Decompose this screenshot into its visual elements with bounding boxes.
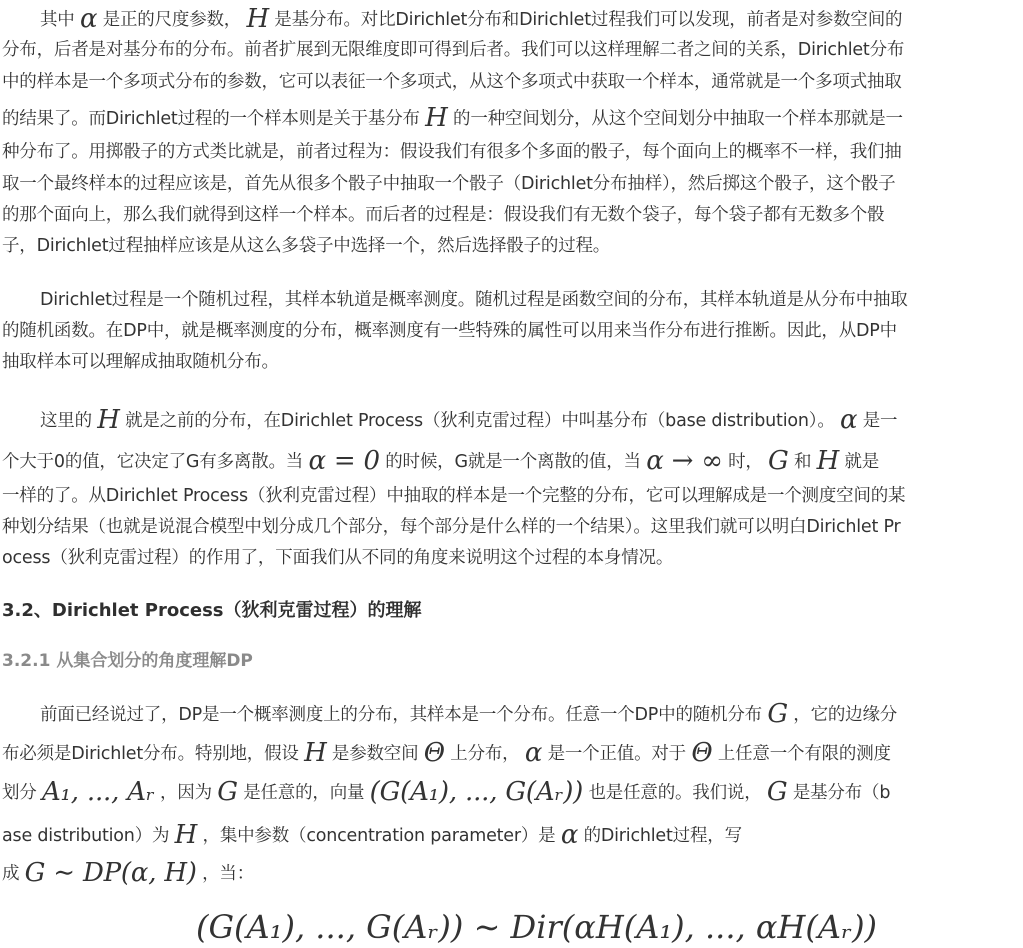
text-span: 前面已经说过了，DP是一个概率测度上的分布，其样本是一个分布。任意一个DP中的随机分布 [40, 705, 768, 725]
para1-line7: 的那个面向上，那么我们就得到这样一个样本。而后者的过程是：假设我们有无数个袋子，每个袋子都有无数多个骰 [2, 205, 885, 225]
para1-line2: 分布，后者是对基分布的分布。前者扩展到无限维度即可得到后者。我们可以这样理解二者之间的关系，Dirichlet分布 [2, 40, 905, 60]
para3-line4: 种划分结果（也就是说混合模型中划分成几个部分，每个部分是什么样的一个结果）。这里我们就可以明白Dirichlet Pr [2, 517, 901, 537]
text-span: 是基分布。对比Dirichlet分布和Dirichlet过程我们可以发现，前者是对参数空间的 [268, 10, 903, 30]
para4-line2 [2, 736, 891, 766]
math-alpha: α [79, 4, 98, 34]
text-span: 是参数空间 [326, 744, 424, 764]
para1-line8: 子，Dirichlet过程抽样应该是从这么多袋子中选择一个，然后选择骰子的过程。 [2, 236, 611, 256]
text-span: 上分布， [444, 744, 525, 764]
math-g: G [767, 699, 788, 729]
text-span: 个大于0的值，它决定了G有多离散。当 [2, 452, 309, 472]
math-h: H [246, 4, 269, 34]
text-span: 的一种空间划分，从这个空间划分中抽取一个样本那就是一 [447, 109, 903, 129]
dirichlet-formula: (G(A₁), ..., G(Aᵣ)) ∼ Dir(αH(A₁), ..., αH(Aᵣ)) [196, 908, 878, 946]
math-partition: A₁, ..., Aᵣ [41, 777, 155, 807]
para2-line2: 的随机函数。在DP中，就是概率测度的分布，概率测度有一些特殊的属性可以用来当作分布进行推断。因此，从DP中 [2, 321, 897, 341]
para1-line5: 种分布了。用掷骰子的方式类比就是，前者过程为：假设我们有很多个多面的骰子，每个面向上的概率不一样，我们抽 [2, 142, 902, 162]
para3-line5: ocess（狄利克雷过程）的作用了，下面我们从不同的角度来说明这个过程的本身情况。 [2, 548, 674, 568]
text-span: 是一 [857, 411, 898, 431]
math-theta: Θ [423, 738, 445, 768]
text-span: 布必须是Dirichlet分布。特别地，假设 [2, 744, 305, 764]
text-span: 就是 [839, 452, 880, 472]
text-span: ，当： [196, 864, 255, 884]
text-span: 是任意的，向量 [237, 783, 370, 803]
text-span: 就是之前的分布，在Dirichlet Process（狄利克雷过程）中叫基分布（base distribution）。 [119, 411, 840, 431]
text-span: 也是任意的。我们说， [583, 783, 767, 803]
text-span: ，集中参数（concentration parameter）是 [197, 826, 561, 846]
math-alpha-zero: α = 0 [308, 446, 380, 476]
text-span: 的结果了。而Dirichlet过程的一个样本则是关于基分布 [2, 109, 426, 129]
text-span: 是基分布（b [787, 783, 891, 803]
math-alpha-infinity: α → ∞ [646, 446, 723, 476]
text-span: 这里的 [40, 411, 98, 431]
text-span: 和 [788, 452, 817, 472]
para1-line6: 取一个最终样本的过程应该是，首先从很多个骰子中抽取一个骰子（Dirichlet分布抽样），然后掷这个骰子，这个骰子 [2, 174, 896, 194]
math-theta: Θ [691, 738, 713, 768]
para4-line5 [2, 856, 254, 886]
text-span: 上任意一个有限的测度 [712, 744, 891, 764]
math-vector: (G(A₁), ..., G(Aᵣ)) [369, 777, 584, 807]
math-g: G [766, 777, 788, 807]
math-h: H [304, 738, 327, 768]
text-span: 的Dirichlet过程，写 [578, 826, 742, 846]
para4-line1 [40, 697, 897, 727]
para1-line1 [40, 2, 902, 32]
section-heading-3-2: 3.2、Dirichlet Process（狄利克雷过程）的理解 [2, 600, 422, 621]
para1-line4 [2, 101, 903, 131]
para3-line3: 一样的了。从Dirichlet Process（狄利克雷过程）中抽取的样本是一个完整的分布，它可以理解成是一个测度空间的某 [2, 486, 906, 506]
para3-line2 [2, 444, 879, 474]
text-span: 时， [722, 452, 769, 472]
math-g: G [768, 446, 789, 476]
math-alpha: α [524, 738, 543, 768]
math-h: H [174, 820, 198, 850]
text-span: 成 [2, 864, 25, 884]
text-span: 其中 [40, 10, 80, 30]
text-span: 划分 [2, 783, 42, 803]
math-g: G [217, 777, 238, 807]
text-span: ，因为 [154, 783, 218, 803]
section-heading-3-2-1: 3.2.1 从集合划分的角度理解DP [2, 651, 253, 671]
para1-line3: 中的样本是一个多项式分布的参数，它可以表征一个多项式，从这个多项式中获取一个样本，通常就是一个多项式抽取 [2, 72, 902, 92]
math-g-dp: G ∼ DP(α, H) [24, 858, 197, 888]
text-span: 的时候，G就是一个离散的值，当 [379, 452, 647, 472]
para2-line1: Dirichlet过程是一个随机过程，其样本轨道是概率测度。随机过程是函数空间的分布，其样本轨道是从分布中抽取 [40, 290, 908, 310]
text-span: ase distribution）为 [2, 826, 175, 846]
text-span: 是正的尺度参数， [97, 10, 247, 30]
math-h: H [816, 446, 840, 476]
para4-line3 [2, 775, 890, 805]
text-span: 是一个正值。对于 [542, 744, 692, 764]
math-h: H [425, 103, 448, 133]
para2-line3: 抽取样本可以理解成抽取随机分布。 [2, 352, 279, 372]
para3-line1 [40, 403, 897, 433]
math-alpha: α [560, 820, 579, 850]
math-h: H [97, 405, 120, 435]
math-alpha: α [839, 405, 858, 435]
para4-line4 [2, 818, 742, 848]
text-span: ，它的边缘分 [787, 705, 898, 725]
